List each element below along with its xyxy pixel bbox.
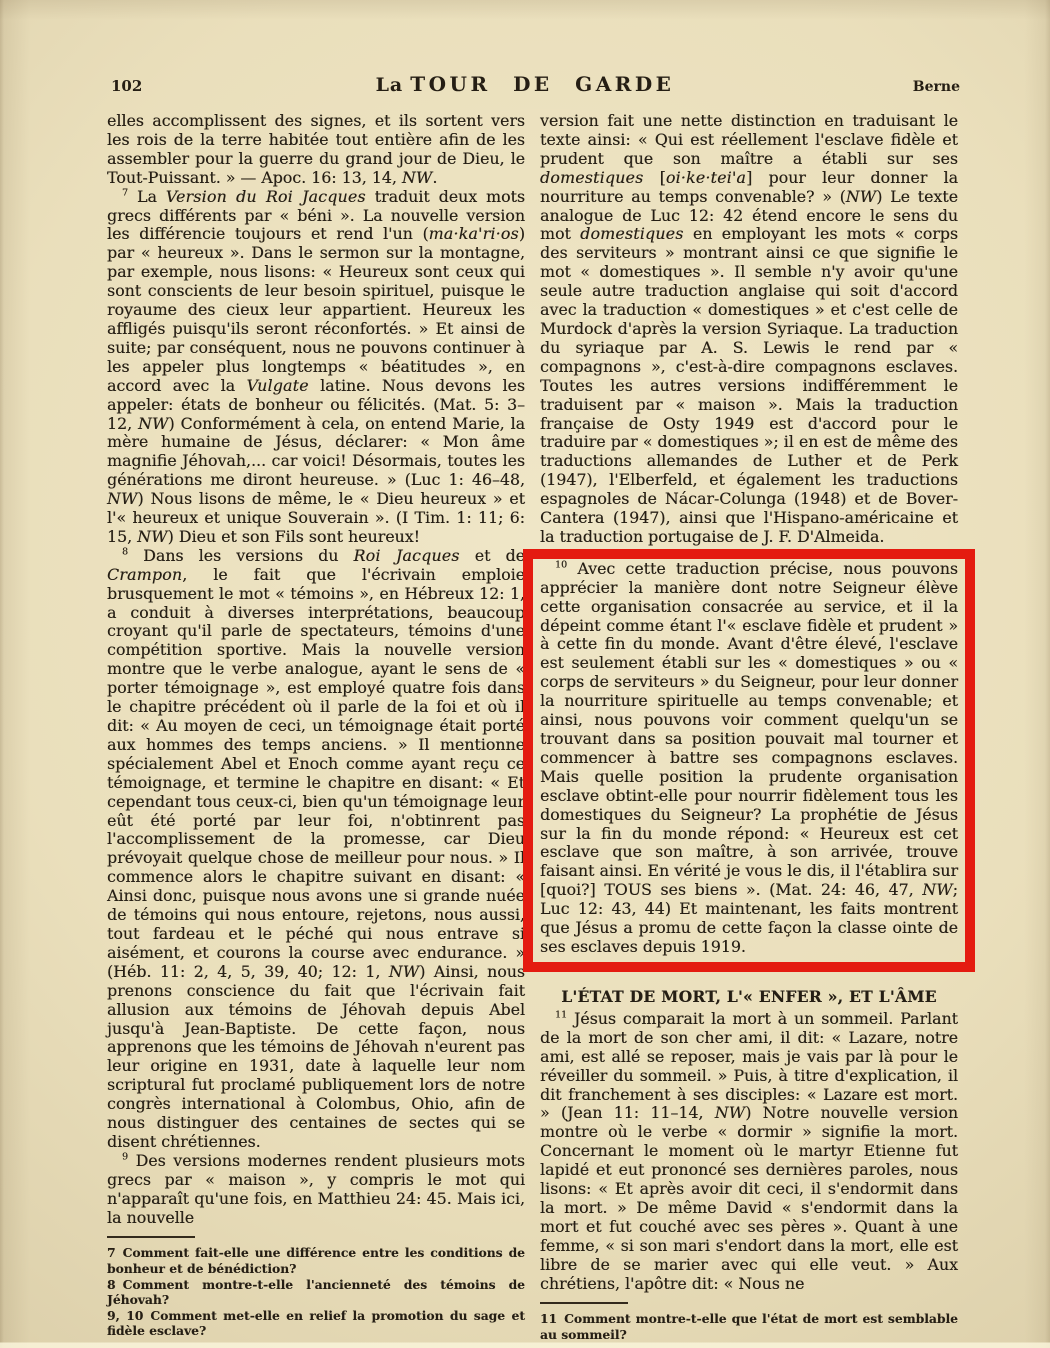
- footnote-9-10: [107, 1308, 525, 1339]
- footnote-number: 9, 10: [107, 1307, 144, 1323]
- paragraph-7: $^7$ La Version du Roi Jacques traduit deux mots grecs différents par « béni ». La nouvelle version les différencie toujours et rend l'un (ma·ka'ri·os) par « heureux ». Dans le sermon sur la montagne, par exemple, nous lisons: « Heureux sont ceux qui sont conscients de leur besoin spirituel, puisque le royaume des cieux leur appartient. Heureux les affligés puisqu'ils seront réconfortés. » Et ainsi de suite; par conséquent, nous ne pouvons continuer à les appeler plus longtemps « béatitudes », en accord avec la Vulgate latine. Nous devons les appeler: états de bonheur ou félicités. (Mat. 5: 3–12, NW) Conformément à cela, on entend Marie, la mère humaine de Jésus, déclarer: « Mon âme magnifie Jéhovah,... car voici! Désormais, toutes les générations me diront heureuse. » (Luc 1: 46–48, NW) Nous lisons de même, le « Dieu heureux » et l'« heureux et unique Souverain ». (I Tim. 1: 11; 6: 15, NW) Dieu et son Fils sont heureux!: [107, 186, 526, 546]
- section-heading: L'ÉTAT DE MORT, L'« ENFER », ET L'ÂME: [561, 986, 937, 1006]
- footnote-number: 7: [107, 1245, 116, 1261]
- footnote-separator-right: [540, 1302, 628, 1304]
- footnote-separator-left: [107, 1236, 195, 1238]
- footnote-number: 8: [107, 1276, 116, 1292]
- footnote-number: 11: [540, 1311, 558, 1327]
- paragraph-9: $^9$ Des versions modernes rendent plusieurs mots grecs par « maison », y compris le mot qui n'apparaît qu'une fois, en Matthieu 24: 45. Mais ici, la nouvelle: [107, 1150, 525, 1227]
- paragraph-11: $^{11}$ Jésus comparait la mort à un sommeil. Parlant de la mort de son cher ami, il dit: « Lazare, notre ami, est allé se reposer, mais je vais par là pour le réveiller du sommeil. » Puis, à titre d'explication, il dit franchement à ses disciples: « Lazare est mort. » (Jean 11: 11–14, NW) Notre nouvelle version montre où le verbe « dormir » signifie la mort. Concernant le moment où le martyr Etienne fut lapidé et eut prononcé ses dernières paroles, nous lisons: « Et après avoir dit ceci, il s'endormit dans la mort. » De même David « s'endormit dans la mort et fut couché avec ses pères ». Quant à une femme, « si son mari s'endort dans la mort, elle est libre de se marier avec qui elle veut. » Aux chrétiens, l'apôtre dit: « Nous ne: [540, 1008, 959, 1293]
- footnote-text: Comment met-elle en relief la promotion du sage et fidèle esclave?: [107, 1307, 525, 1339]
- footnote-8: [107, 1277, 525, 1308]
- footnote-text: Comment montre-t-elle que l'état de mort est semblable au sommeil?: [540, 1311, 958, 1343]
- paragraph-continuation-left: elles accomplissent des signes, et ils sortent vers les rois de la terre habitée tout entière afin de les assembler pour la guerre du grand jour de Dieu, le Tout-Puissant. » — Apoc. 16: 13, 14, NW.: [107, 111, 525, 187]
- paragraph-continuation-right: version fait une nette distinction en traduisant le texte ainsi: « Qui est réellement l'esclave fidèle et prudent que son maître a établi sur ses domestiques [oi·ke·tei'a] pour leur donner la nourriture au temps convenable? » (NW) Le texte analogue de Luc 12: 42 étend encore le sens du mot domestiques en employant les mots « corps des serviteurs » montrant ainsi ce que signifie le mot « domestiques ». Il semble n'y avoir qu'une seule autre traduction anglaise qui soit d'accord avec la traduction « domestiques » et c'est celle de Murdock d'après la version Syriaque. La traduction du syriaque par A. S. Lewis le rend par « compagnons », c'est-à-dire compagnons esclaves. Toutes les autres versions indifféremment le traduisent par « maison ». Mais la traduction française de Osty 1949 est d'accord pour le traduire par « domestiques »; il en est de même des traductions allemandes de Luther et de Perk (1947), l'Elberfeld, et également les traductions espagnoles de Nácar-Colunga (1948) et de Bover-Cantera (1947), ainsi que l'Hispano-américaine et la traduction portugaise de J. F. D'Almeida.: [540, 111, 958, 546]
- journal-title: [0, 72, 1050, 96]
- left-column: [107, 112, 525, 1339]
- paragraph-10-highlighted: $^{10}$ Avec cette traduction précise, nous pouvons apprécier la manière dont notre Seigneur élève cette organisation consacrée au service, et il la dépeint comme étant l'« esclave fidèle et prudent » à cette fin du monde. Avant d'être élevé, l'esclave est seulement établi sur les « domestiques » ou « corps de serviteurs » du Seigneur, pour leur donner la nourriture spirituelle au temps convenable; et ainsi, nous pouvons voir comment quelqu'un se trouvant dans sa position pouvait mal tourner et commencer à battre ses compagnons esclaves. Mais quelle position la prudente organisation esclave obtint-elle pour nourrir fidèlement tous les domestiques du Seigneur? La prophétie de Jésus sur la fin du monde répond: « Heureux est cet esclave que son maître, à son arrivée, trouve faisant ainsi. En vérité je vous le dis, il l'établira sur [quoi?] TOUS ses biens ». (Mat. 24: 46, 47, NW; Luc 12: 43, 44) Et maintenant, les faits montrent que Jésus a promu de cette façon la classe ointe de ses esclaves depuis 1919.: [540, 558, 958, 956]
- page-number: 102: [111, 77, 143, 95]
- paragraph-8: $^8$ Dans les versions du Roi Jacques et de Crampon, le fait que l'écrivain emploie brusquement le mot « témoins », en Hébreux 12: 1, a conduit à diverses interprétations, beaucoup croyant qu'il parle de spectateurs, témoins d'une compétition sportive. Mais la nouvelle version montre que le verbe analogue, ayant le sens de « porter témoignage », est employé quatre fois dans le chapitre précédent où il parle de la foi et où il dit: « Au moyen de ceci, un témoignage était porté aux hommes des temps anciens. » Il mentionne spécialement Abel et Enoch comme ayant reçu ce témoignage, et termine le chapitre en disant: « Et cependant tous ceux-ci, bien qu'un témoignage leur eût été porté par leur foi, n'obtinrent pas l'accomplissement de la promesse, car Dieu prévoyait quelque chose de meilleur pour nous. » Il commence alors le chapitre suivant en disant: « Ainsi donc, puisque nous avons une si grande nuée de témoins qui nous entoure, rejetons, nous aussi, tout fardeau et le péché qui nous entrave si aisément, et courons la course avec endurance. » (Héb. 11: 2, 4, 5, 39, 40; 12: 1, NW) Ainsi, nous prenons conscience du fait que l'écrivain fait allusion aux témoins de Jéhovah depuis Abel jusqu'à Jean-Baptiste. De cette façon, nous apprenons que les témoins de Jéhovah n'eurent pas leur origine en 1931, date à laquelle leur nom scriptural fut proclamé publiquement lors de notre congrès international à Colombus, Ohio, afin de nous distinguer des centaines de sectes qui se disent chrétiennes.: [107, 545, 525, 1151]
- journal-title-prefix: La: [375, 74, 404, 96]
- edition-location: Berne: [912, 79, 960, 95]
- right-column: [540, 112, 958, 1343]
- journal-title-main: TOUR DE GARDE: [410, 72, 675, 96]
- footnote-text: Comment fait-elle une différence entre les conditions de bonheur et de bénédiction?: [107, 1245, 525, 1277]
- footnote-7: [107, 1245, 525, 1276]
- footnote-11: [540, 1311, 958, 1342]
- footnote-text: Comment montre-t-elle l'ancienneté des témoins de Jéhovah?: [107, 1276, 525, 1308]
- highlight-box: [523, 549, 975, 972]
